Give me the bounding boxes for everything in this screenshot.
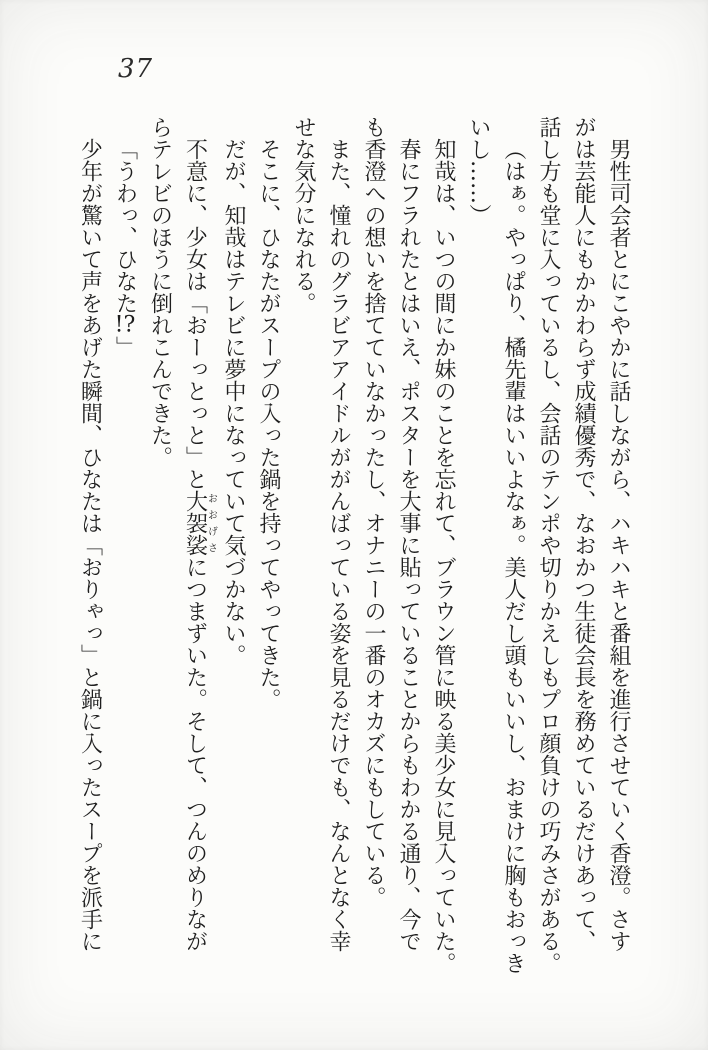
text-line: らテレビのほうに倒れこんできた。 xyxy=(147,116,173,468)
text-line: も香澄への想いを捨てていなかったし、オナニーの一番のオカズにもしている。 xyxy=(361,116,386,908)
text-line: （はぁ。やっぱり、橘先輩はいいよなぁ。美人だし頭もいいし、おまけに胸もおっき xyxy=(501,138,526,974)
text-line: 知哉は、いつの間にか妹のことを忘れて、ブラウン管に映る美少女に見入っていた。 xyxy=(431,138,456,974)
text-line: いし……） xyxy=(466,116,491,226)
text-line: また、憧れのグラビアアイドルががんばっている姿を見るだけでも、なんとなく幸 xyxy=(326,138,351,952)
text-line: そこに、ひなたがスープの入った鍋を持ってやってきた。 xyxy=(256,138,281,710)
text-line: だが、知哉はテレビに夢中になっていて気づかない。 xyxy=(221,138,246,666)
text-line: 「うわっ、ひなた!?」 xyxy=(112,138,138,358)
ruby-annotated-word: 大袈裟おおげさ xyxy=(182,490,217,556)
text-line: せな気分になれる。 xyxy=(291,116,316,314)
text-line: 不意に、少女は「おーっとっと」と大袈裟おおげさにつまずいた。そして、つんのめりなが xyxy=(182,138,217,952)
tatechuyoko-text: !? xyxy=(114,314,136,336)
text-line: 春にフラれたとはいえ、ポスターを大事に貼っていることからもわかる通り、今で xyxy=(396,138,421,952)
text-line: がは芸能人にもかかわらず成績優秀で、なおかつ生徒会長を務めているだけあって、 xyxy=(571,116,596,952)
text-line: 話し方も堂に入っているし、会話のテンポや切りかえしもプロ顔負けの巧みさがある。 xyxy=(536,116,561,974)
page-text xyxy=(74,116,636,974)
page-number: 37 xyxy=(118,54,154,84)
text-line: 少年が驚いて声をあげた瞬間、ひなたは「おりゃっ」と鍋に入ったスープを派手に xyxy=(77,138,103,952)
text-line: 男性司会者とにこやかに話しながら、ハキハキと番組を進行させていく香澄。さす xyxy=(606,138,631,952)
